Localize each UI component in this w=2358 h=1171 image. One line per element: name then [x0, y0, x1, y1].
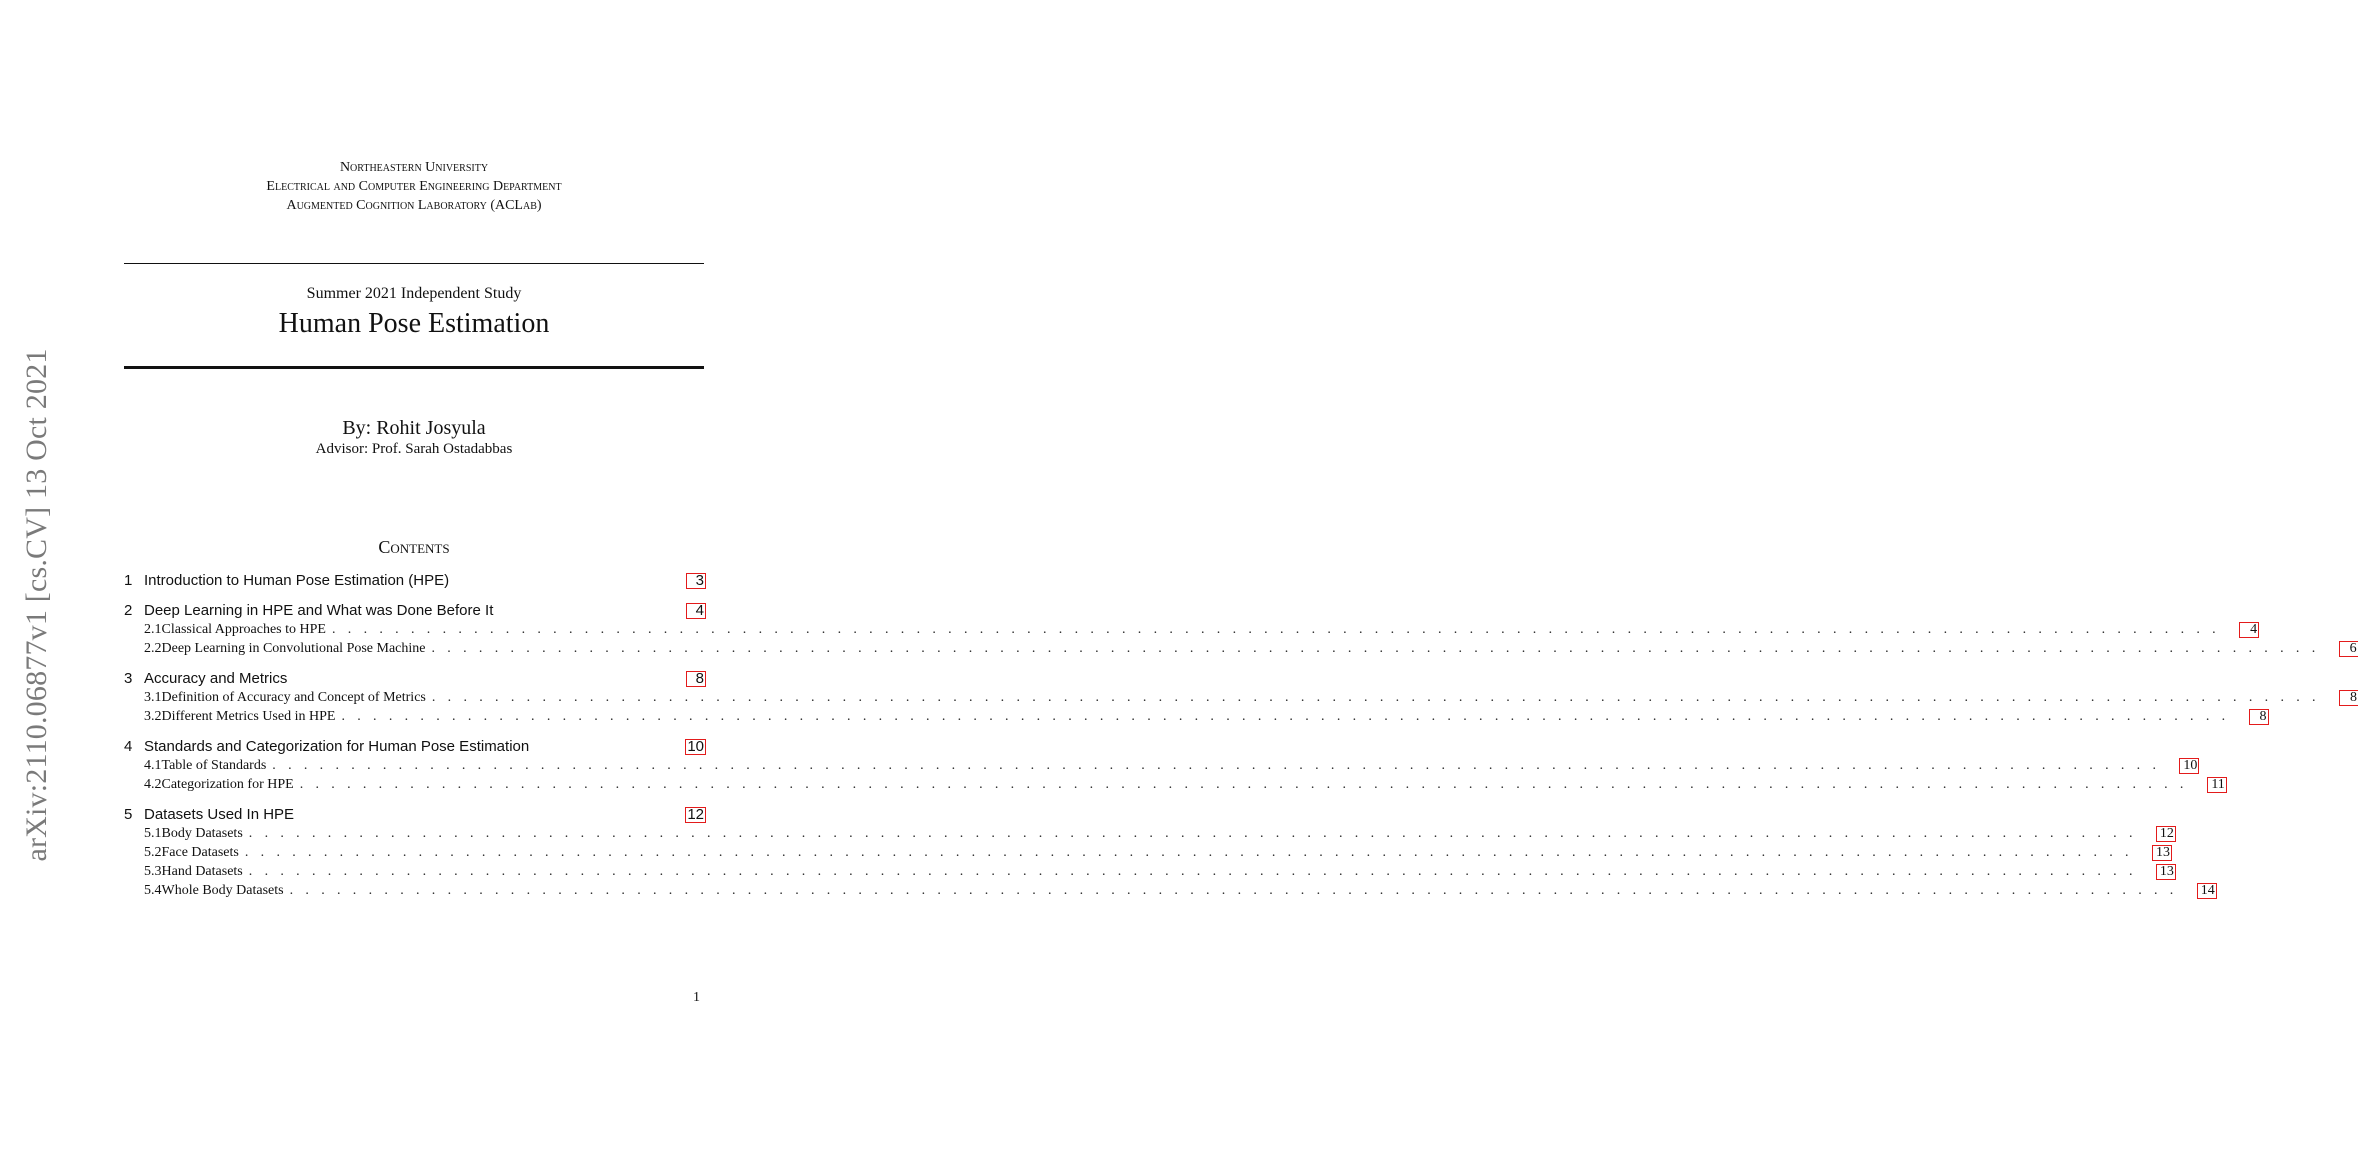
- toc-subsection-number: 2.1: [144, 622, 162, 637]
- toc-subsection-title: Different Metrics Used in HPE: [161, 709, 336, 724]
- toc-leader-dots: . . . . . . . . . . . . . . . . . . . . . . . . . . . . . . . . . . . . . . . . . . . . . . . . . . . . . . . . . . . . . . . . . . . . . . . . . . . . . . . . . . . . . . . . . . . . . . . . . . . . . . . . . . . . . . . . . . . . . . . .: [331, 622, 2221, 637]
- document-title: Human Pose Estimation: [278, 308, 550, 339]
- toc-subsection: [124, 758, 2198, 777]
- toc-subsection: [124, 709, 2267, 728]
- toc-section-number: 3: [124, 670, 133, 687]
- toc-page-link[interactable]: 12: [687, 806, 704, 823]
- toc-subsection: [124, 622, 2258, 641]
- toc-leader-dots: . . . . . . . . . . . . . . . . . . . . . . . . . . . . . . . . . . . . . . . . . . . . . . . . . . . . . . . . . . . . . . . . . . . . . . . . . . . . . . . . . . . . . . . . . . . . . . . . . . . . . . . . . . . . . . . . . . . . . . . .: [431, 690, 2320, 705]
- toc-page-link[interactable]: 8: [687, 672, 705, 686]
- title-rule-top: [124, 263, 704, 264]
- toc-page-link[interactable]: 10: [687, 738, 704, 755]
- toc-section-number: 2: [124, 602, 133, 619]
- toc-page-link[interactable]: 13: [2157, 865, 2175, 879]
- toc-subsection-number: 5.1: [144, 826, 162, 841]
- toc-section-number: 1: [124, 572, 133, 589]
- toc-subsection-title: Whole Body Datasets: [161, 883, 284, 898]
- toc-leader-dots: . . . . . . . . . . . . . . . . . . . . . . . . . . . . . . . . . . . . . . . . . . . . . . . . . . . . . . . . . . . . . . . . . . . . . . . . . . . . . . . . . . . . . . . . . . . . . . . . . . . . . . . . . . . . . . . . . . . . . . . .: [272, 758, 2161, 773]
- toc-page-link[interactable]: 11: [2208, 778, 2226, 792]
- toc-page-link[interactable]: 13: [2153, 846, 2171, 860]
- toc-page-link[interactable]: 6: [2340, 642, 2358, 656]
- toc-section: [124, 602, 705, 622]
- toc-section: [124, 572, 705, 592]
- toc-section: [124, 738, 705, 758]
- toc-subsection: [124, 883, 2215, 902]
- toc-subsection: [124, 826, 2174, 845]
- toc-subsection-number: 5.4: [144, 883, 162, 898]
- toc-subsection-title: Hand Datasets: [161, 864, 243, 879]
- toc-subsection-number: 5.3: [144, 864, 162, 879]
- toc-subsection-title: Definition of Accuracy and Concept of Metrics: [161, 690, 426, 705]
- toc-section-title: Standards and Categorization for Human Pose Estimation: [144, 738, 530, 755]
- toc-section-title: Datasets Used In HPE: [144, 806, 295, 823]
- toc-page-link[interactable]: 14: [2198, 884, 2216, 898]
- toc-subsection: [124, 690, 2357, 709]
- toc-leader-dots: . . . . . . . . . . . . . . . . . . . . . . . . . . . . . . . . . . . . . . . . . . . . . . . . . . . . . . . . . . . . . . . . . . . . . . . . . . . . . . . . . . . . . . . . . . . . . . . . . . . . . . . . . . . . . . . . . . . . . . . .: [289, 883, 2178, 898]
- toc-subsection-title: Classical Approaches to HPE: [161, 622, 326, 637]
- toc-page-link[interactable]: 4: [2240, 623, 2258, 637]
- toc-page-link[interactable]: 4: [687, 604, 705, 618]
- author: By: Rohit Josyula: [342, 417, 486, 439]
- toc-section: [124, 806, 705, 826]
- toc-section-title: Deep Learning in HPE and What was Done Before It: [144, 602, 494, 619]
- toc-page-link[interactable]: 3: [687, 574, 705, 588]
- toc-page-link[interactable]: 8: [2340, 691, 2358, 705]
- toc-leader-dots: . . . . . . . . . . . . . . . . . . . . . . . . . . . . . . . . . . . . . . . . . . . . . . . . . . . . . . . . . . . . . . . . . . . . . . . . . . . . . . . . . . . . . . . . . . . . . . . . . . . . . . . . . . . . . . . . . . . . . . . .: [248, 864, 2137, 879]
- table-of-contents: [124, 572, 2357, 902]
- toc-subsection-number: 4.2: [144, 777, 162, 792]
- toc-subsection-number: 2.2: [144, 641, 162, 656]
- toc-page-link[interactable]: 10: [2180, 759, 2198, 773]
- toc-subsection: [124, 845, 2170, 864]
- toc-leader-dots: . . . . . . . . . . . . . . . . . . . . . . . . . . . . . . . . . . . . . . . . . . . . . . . . . . . . . . . . . . . . . . . . . . . . . . . . . . . . . . . . . . . . . . . . . . . . . . . . . . . . . . . . . . . . . . . . . . . . . . . .: [341, 709, 2230, 724]
- page-number: 1: [693, 990, 700, 1005]
- toc-subsection-title: Deep Learning in Convolutional Pose Machine: [161, 641, 426, 656]
- toc-subsection-number: 3.1: [144, 690, 162, 705]
- toc-leader-dots: . . . . . . . . . . . . . . . . . . . . . . . . . . . . . . . . . . . . . . . . . . . . . . . . . . . . . . . . . . . . . . . . . . . . . . . . . . . . . . . . . . . . . . . . . . . . . . . . . . . . . . . . . . . . . . . . . . . . . . . .: [431, 641, 2320, 656]
- toc-section-title: Accuracy and Metrics: [144, 670, 288, 687]
- toc-subsection-number: 3.2: [144, 709, 162, 724]
- toc-section-title: Introduction to Human Pose Estimation (HPE): [144, 572, 450, 589]
- toc-subsection-number: 5.2: [144, 845, 162, 860]
- toc-section: [124, 670, 705, 690]
- toc-subsection: [124, 641, 2357, 660]
- toc-subsection: [124, 777, 2225, 796]
- toc-subsection-title: Categorization for HPE: [161, 777, 294, 792]
- toc-page-link[interactable]: 12: [2157, 827, 2175, 841]
- toc-section-number: 5: [124, 806, 133, 823]
- title-rule-bottom: [124, 366, 704, 369]
- advisor: Advisor: Prof. Sarah Ostadabbas: [315, 441, 513, 457]
- toc-leader-dots: . . . . . . . . . . . . . . . . . . . . . . . . . . . . . . . . . . . . . . . . . . . . . . . . . . . . . . . . . . . . . . . . . . . . . . . . . . . . . . . . . . . . . . . . . . . . . . . . . . . . . . . . . . . . . . . . . . . . . . . .: [248, 826, 2137, 841]
- department-name: Electrical and Computer Engineering Department: [266, 179, 562, 194]
- toc-leader-dots: . . . . . . . . . . . . . . . . . . . . . . . . . . . . . . . . . . . . . . . . . . . . . . . . . . . . . . . . . . . . . . . . . . . . . . . . . . . . . . . . . . . . . . . . . . . . . . . . . . . . . . . . . . . . . . . . . . . . . . . .: [299, 777, 2188, 792]
- toc-section-number: 4: [124, 738, 133, 755]
- toc-subsection-number: 4.1: [144, 758, 162, 773]
- study-subtitle: Summer 2021 Independent Study: [306, 285, 522, 302]
- toc-subsection-title: Body Datasets: [161, 826, 243, 841]
- toc-subsection-title: Face Datasets: [161, 845, 239, 860]
- university-name: Northeastern University: [339, 160, 489, 175]
- lab-name: Augmented Cognition Laboratory (ACLab): [286, 198, 542, 213]
- contents-heading: Contents: [378, 537, 450, 557]
- toc-subsection: [124, 864, 2174, 883]
- arxiv-stamp: arXiv:2110.06877v1 [cs.CV] 13 Oct 2021: [20, 348, 53, 862]
- toc-leader-dots: . . . . . . . . . . . . . . . . . . . . . . . . . . . . . . . . . . . . . . . . . . . . . . . . . . . . . . . . . . . . . . . . . . . . . . . . . . . . . . . . . . . . . . . . . . . . . . . . . . . . . . . . . . . . . . . . . . . . . . . .: [244, 845, 2133, 860]
- toc-subsection-title: Table of Standards: [161, 758, 267, 773]
- toc-page-link[interactable]: 8: [2250, 710, 2268, 724]
